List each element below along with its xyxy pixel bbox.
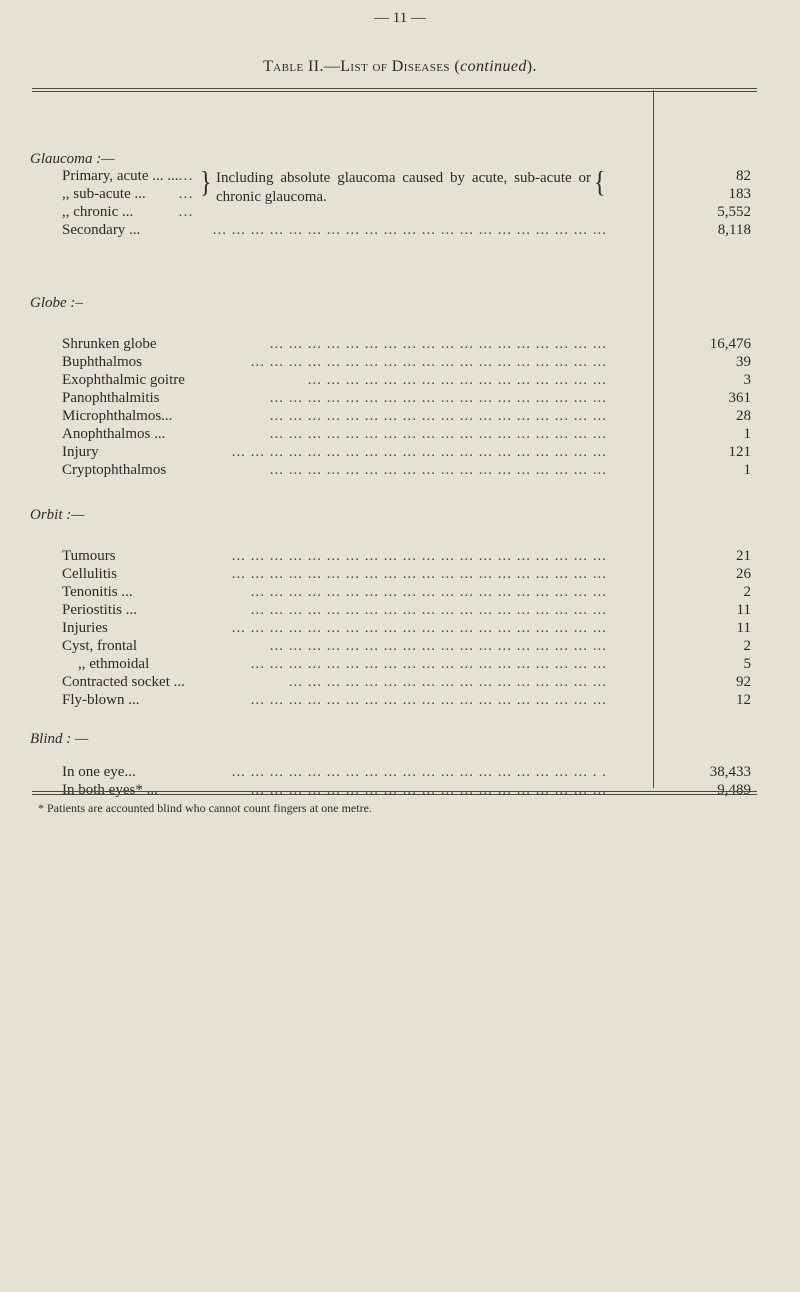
bottom-rule bbox=[32, 791, 757, 795]
glaucoma-note: Including absolute glaucoma caused by acute, sub-acute or chronic glaucoma. bbox=[216, 170, 591, 205]
row-label: Exophthalmic goitre bbox=[62, 372, 185, 388]
table-row bbox=[62, 565, 607, 583]
caption-italic: continued bbox=[460, 58, 527, 75]
section-heading-glaucoma: Glaucoma :— bbox=[30, 151, 115, 167]
leader-dots: ... ... ... ... ... ... ... ... ... ... ... ... ... ... ... ... ... ... ... ... bbox=[231, 444, 607, 460]
leader-dots: ... ... ... ... ... ... ... ... ... ... ... ... ... ... ... ... ... ... ... . . bbox=[231, 764, 607, 780]
row-value: 9,489 bbox=[717, 782, 751, 798]
page-number: — 11 — bbox=[374, 10, 426, 26]
table-row bbox=[62, 461, 607, 479]
row-value: 2 bbox=[743, 638, 751, 654]
table-row bbox=[62, 763, 607, 781]
caption-prefix: Table II.—List of Diseases ( bbox=[263, 58, 461, 75]
table-row bbox=[62, 371, 607, 389]
leader-dots: ... ... ... ... ... ... ... ... ... ... ... ... ... ... ... ... ... ... ... bbox=[250, 354, 607, 370]
table-row bbox=[62, 637, 607, 655]
row-value: 361 bbox=[728, 390, 751, 406]
row-value: 26 bbox=[736, 566, 751, 582]
table-row bbox=[62, 547, 607, 565]
row-value: 183 bbox=[728, 186, 751, 202]
column-divider bbox=[653, 90, 654, 788]
leader-dots: ... ... ... ... ... ... ... ... ... ... ... ... ... ... ... ... ... ... ... bbox=[250, 782, 607, 798]
row-value: 11 bbox=[736, 620, 751, 636]
row-label: ,, ethmoidal bbox=[78, 656, 150, 672]
leader-dots: ... ... ... ... ... ... ... ... ... ... ... ... ... ... ... ... ... ... ... ... bbox=[231, 566, 607, 582]
row-value: 21 bbox=[736, 548, 751, 564]
row-label: Buphthalmos bbox=[62, 354, 143, 370]
row-label: In both eyes* ... bbox=[62, 782, 158, 798]
table-row bbox=[62, 673, 607, 691]
table-row bbox=[62, 601, 607, 619]
table-row bbox=[62, 619, 607, 637]
right-brace: { bbox=[594, 166, 606, 199]
row-value: 1 bbox=[743, 426, 751, 442]
row-value: 39 bbox=[736, 354, 751, 370]
top-rule bbox=[32, 88, 757, 92]
section-heading-orbit: Orbit :— bbox=[30, 507, 85, 523]
row-label: Panophthalmitis bbox=[62, 390, 160, 406]
row-value: 5 bbox=[743, 656, 751, 672]
table-row bbox=[78, 655, 607, 673]
row-label: Tenonitis ... bbox=[62, 584, 133, 600]
row-value: 121 bbox=[728, 444, 751, 460]
leader-dots: … bbox=[178, 204, 194, 220]
table-row bbox=[62, 425, 607, 443]
row-label: Contracted socket ... bbox=[62, 674, 185, 690]
row-label: In one eye... bbox=[62, 764, 136, 780]
row-label: Secondary ... bbox=[62, 222, 141, 238]
row-value: 12 bbox=[736, 692, 751, 708]
leader-dots: ... ... ... ... ... ... ... ... ... ... ... ... ... ... ... ... ... ... ... bbox=[250, 602, 607, 618]
leader-dots: ... ... ... ... ... ... ... ... ... ... ... ... ... ... ... ... bbox=[307, 372, 607, 388]
row-value: 11 bbox=[736, 602, 751, 618]
row-value: 1 bbox=[743, 462, 751, 478]
leader-dots: ... ... ... ... ... ... ... ... ... ... ... ... ... ... ... ... ... ... ... ... ... bbox=[212, 222, 607, 238]
table-row bbox=[62, 781, 607, 799]
row-label: Anophthalmos ... bbox=[62, 426, 166, 442]
leader-dots: ... ... ... ... ... ... ... ... ... ... ... ... ... ... ... ... ... ... bbox=[269, 462, 607, 478]
row-value: 38,433 bbox=[709, 764, 751, 780]
row-label: Cyst, frontal bbox=[62, 638, 137, 654]
row-label: Injury bbox=[62, 444, 99, 460]
row-label: Shrunken globe bbox=[62, 336, 157, 352]
table-row bbox=[62, 691, 607, 709]
leader-dots: ... ... ... ... ... ... ... ... ... ... ... ... ... ... ... ... ... ... ... bbox=[250, 692, 607, 708]
table-row bbox=[62, 221, 607, 239]
left-brace: } bbox=[200, 166, 212, 199]
leader-dots: … bbox=[178, 186, 194, 202]
table-row bbox=[62, 167, 194, 185]
leader-dots: ... ... ... ... ... ... ... ... ... ... ... ... ... ... ... ... ... ... bbox=[269, 390, 607, 406]
table-caption bbox=[0, 58, 800, 76]
leader-dots: ... ... ... ... ... ... ... ... ... ... ... ... ... ... ... ... ... ... ... ... bbox=[231, 620, 607, 636]
table-row bbox=[62, 583, 607, 601]
caption-suffix: ). bbox=[526, 58, 537, 75]
row-value: 2 bbox=[743, 584, 751, 600]
leader-dots: ... ... ... ... ... ... ... ... ... ... ... ... ... ... ... ... ... ... bbox=[269, 336, 607, 352]
leader-dots: ... ... ... ... ... ... ... ... ... ... ... ... ... ... ... ... ... ... bbox=[269, 426, 607, 442]
row-label: Cellulitis bbox=[62, 566, 118, 582]
table-row bbox=[62, 407, 607, 425]
section-heading-blind: Blind : — bbox=[30, 731, 89, 747]
leader-dots: ... ... ... ... ... ... ... ... ... ... ... ... ... ... ... ... ... ... ... ... bbox=[231, 548, 607, 564]
row-value: 28 bbox=[736, 408, 751, 424]
footnote: * Patients are accounted blind who cannot count fingers at one metre. bbox=[38, 801, 372, 815]
row-label: Fly-blown ... bbox=[62, 692, 140, 708]
row-value: 92 bbox=[736, 674, 751, 690]
row-value: 3 bbox=[743, 372, 751, 388]
table-row bbox=[62, 203, 194, 221]
row-label: ,, chronic ... bbox=[62, 204, 134, 220]
row-label: Tumours bbox=[62, 548, 116, 564]
row-label: Microphthalmos... bbox=[62, 408, 173, 424]
row-value: 8,118 bbox=[717, 222, 751, 238]
row-label: ,, sub-acute ... bbox=[62, 186, 146, 202]
leader-dots: ... ... ... ... ... ... ... ... ... ... ... ... ... ... ... ... ... ... ... bbox=[250, 584, 607, 600]
table-row bbox=[62, 389, 607, 407]
leader-dots: ... ... ... ... ... ... ... ... ... ... ... ... ... ... ... ... ... bbox=[288, 674, 607, 690]
table-row bbox=[62, 185, 194, 203]
leader-dots: … bbox=[178, 168, 194, 184]
section-heading-globe: Globe :– bbox=[30, 295, 83, 311]
table-row bbox=[62, 353, 607, 371]
row-value: 5,552 bbox=[717, 204, 751, 220]
row-value: 16,476 bbox=[709, 336, 751, 352]
table-row bbox=[62, 335, 607, 353]
row-label: Injuries bbox=[62, 620, 108, 636]
row-label: Periostitis ... bbox=[62, 602, 138, 618]
row-label: Primary, acute ... ... bbox=[62, 168, 179, 184]
leader-dots: ... ... ... ... ... ... ... ... ... ... ... ... ... ... ... ... ... ... bbox=[269, 638, 607, 654]
leader-dots: ... ... ... ... ... ... ... ... ... ... ... ... ... ... ... ... ... ... ... bbox=[250, 656, 607, 672]
row-label: Cryptophthalmos bbox=[62, 462, 167, 478]
leader-dots: ... ... ... ... ... ... ... ... ... ... ... ... ... ... ... ... ... ... bbox=[269, 408, 607, 424]
row-value: 82 bbox=[736, 168, 751, 184]
table-row bbox=[62, 443, 607, 461]
